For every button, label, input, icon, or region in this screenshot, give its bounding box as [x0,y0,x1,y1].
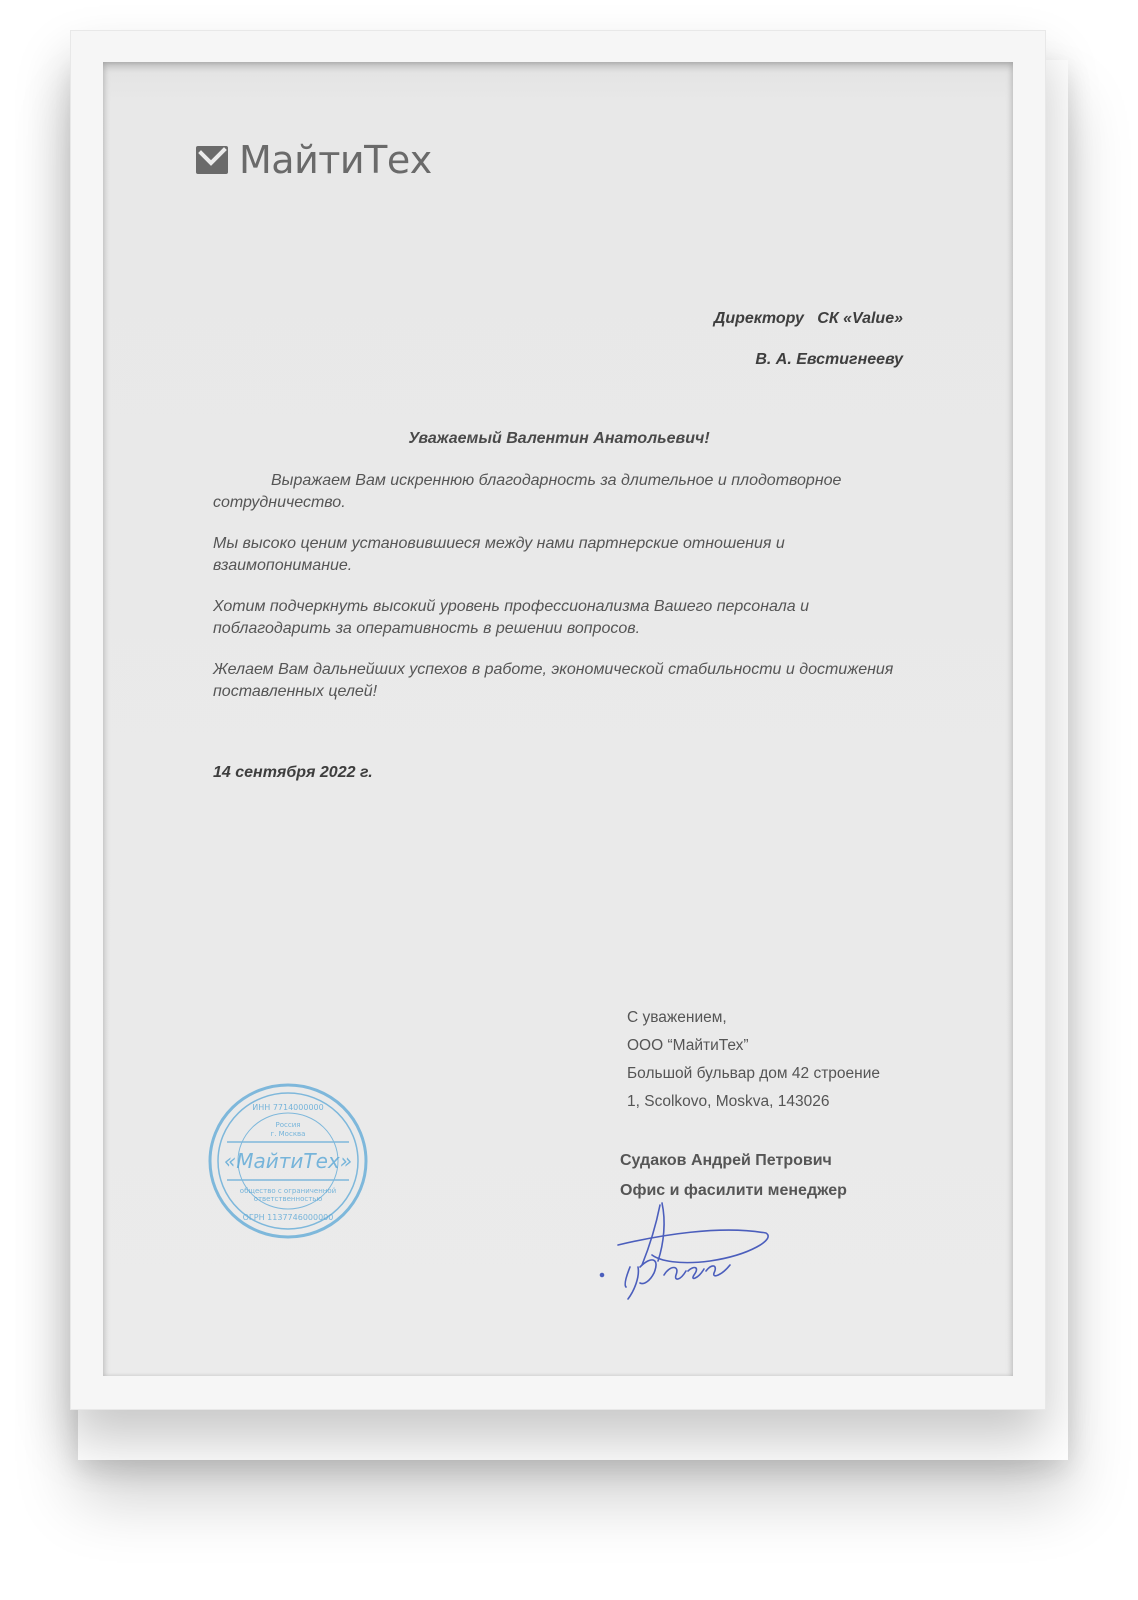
salutation: Уважаемый Валентин Анатольевич! [408,430,710,447]
company-stamp [205,1080,371,1242]
paragraph-professionalism: Хотим подчеркнуть высокий уровень профессионализма Вашего персонала и поблагодарить за оперативность в решении вопросов. [213,598,809,637]
letter-body [213,470,903,722]
svg-text:г. Москва: г. Москва [270,1130,306,1138]
handwritten-signature [590,1195,780,1305]
logo-company-name: МайтиТех [239,138,432,182]
closing-address-line1: Большой бульвар дом 42 строение [627,1065,880,1082]
letter-date: 14 сентября 2022 г. [213,764,373,781]
signer-position: Офис и фасилити менеджер [620,1182,847,1199]
svg-text:ОГРН 1137746000000: ОГРН 1137746000000 [242,1213,334,1222]
stamp-center-text: «МайтиТех» [223,1149,353,1173]
svg-text:ответственностью: ответственностью [253,1195,323,1203]
company-logo [195,137,432,183]
closing-regards: С уважением, [627,1009,727,1026]
signer-name: Судаков Андрей Петрович [620,1152,832,1169]
svg-text:Россия: Россия [275,1121,301,1129]
paragraph-wishes: Желаем Вам дальнейших успехов в работе, экономической стабильности и достижения поставленных целей! [213,661,894,700]
addressee-position: Директору СК «Value» [713,310,903,327]
closing-company: ООО “МайтиТех” [627,1037,749,1054]
closing-address-line2: 1, Scolkovo, Moskva, 143026 [627,1093,830,1110]
svg-text:ИНН 7714000000: ИНН 7714000000 [252,1103,324,1112]
addressee-name: В. А. Евстигнееву [755,351,903,368]
paragraph-partnership: Мы высоко ценим установившиеся между нами партнерские отношения и взаимопонимание. [213,535,785,574]
closing-block [627,1004,880,1116]
envelope-check-icon [195,143,229,177]
paragraph-gratitude: Выражаем Вам искреннюю благодарность за длительное и плодотворное сотрудничество. [213,472,842,511]
svg-text:общество с ограниченной: общество с ограниченной [239,1187,337,1195]
